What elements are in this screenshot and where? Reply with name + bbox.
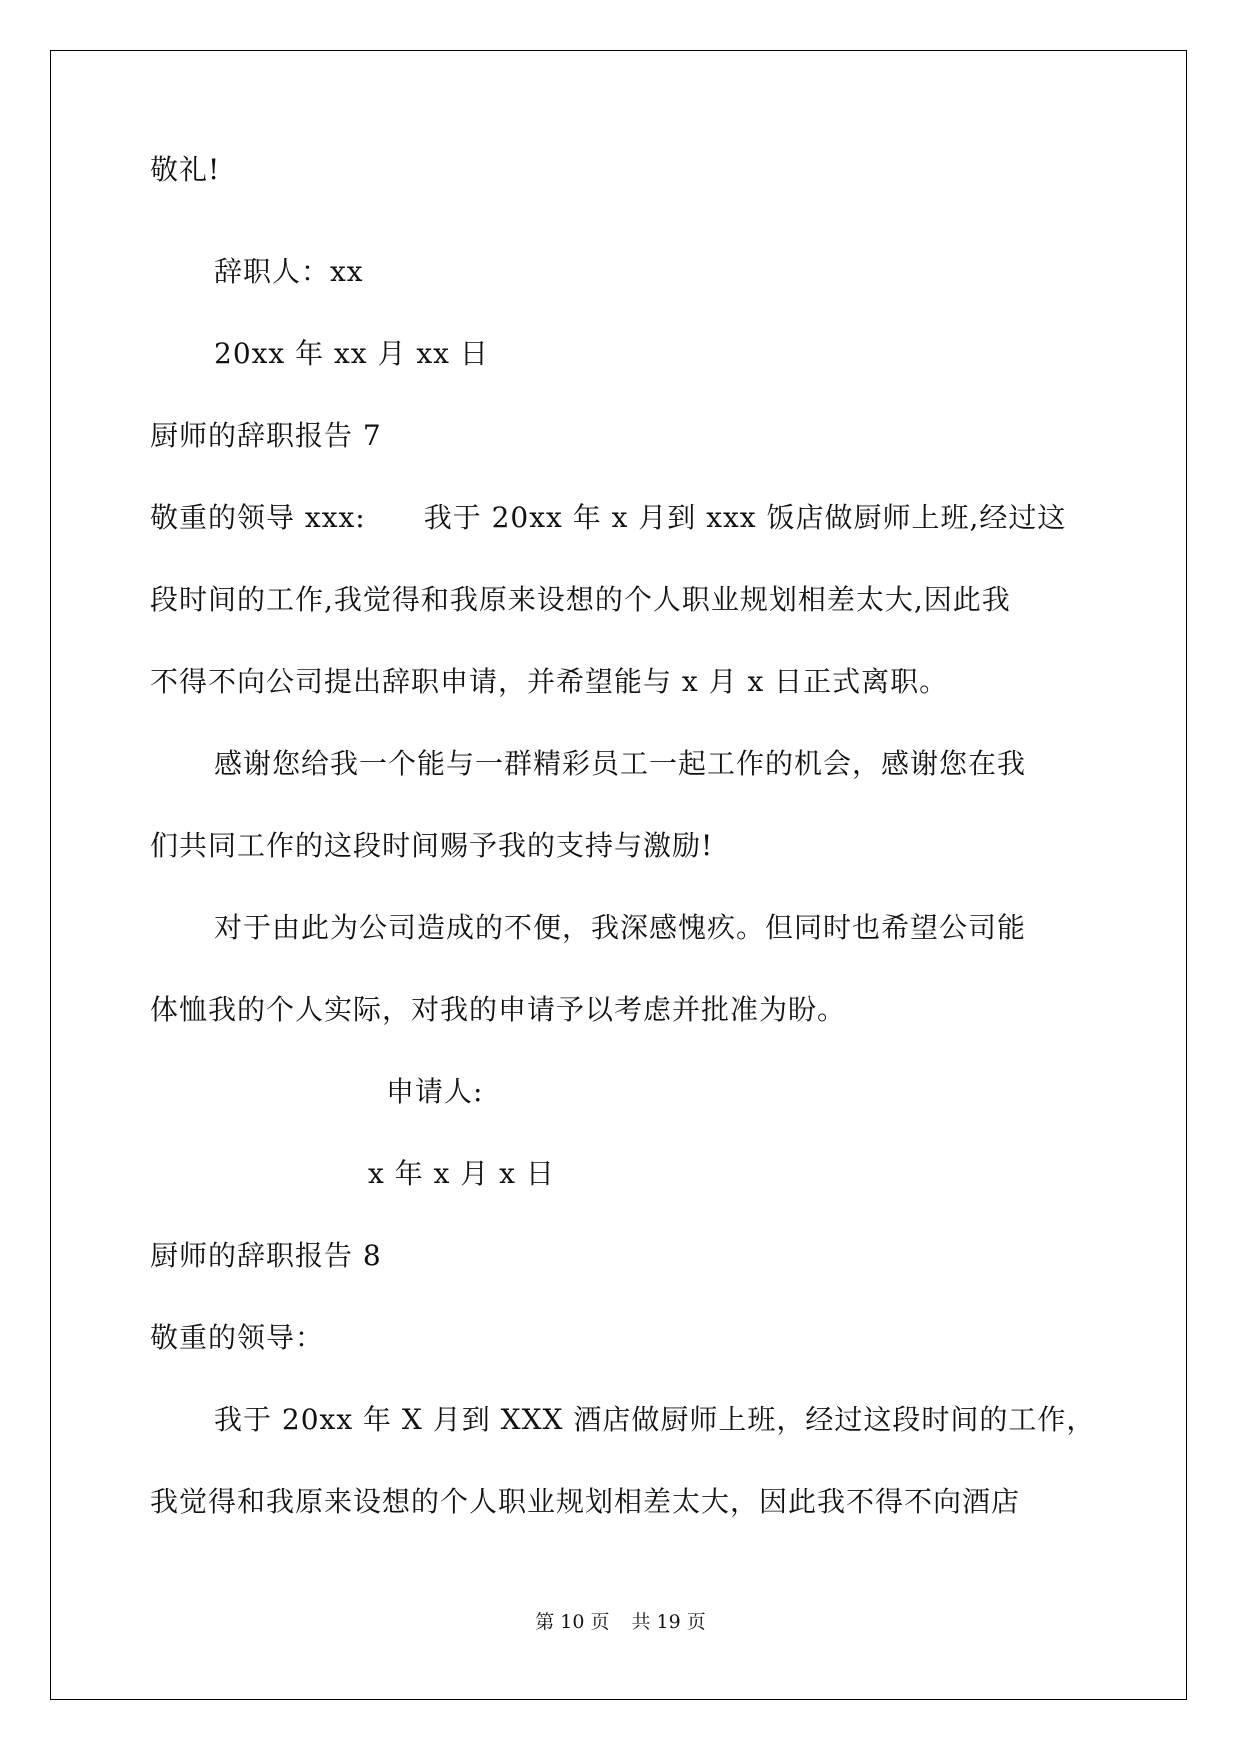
body-text-line: 们共同工作的这段时间赐予我的支持与激励! — [150, 829, 714, 862]
body-text-line: 不得不向公司提出辞职申请，并希望能与 x 月 x 日正式离职。 — [150, 665, 949, 698]
page-border — [50, 50, 1187, 1700]
resigner-name: 辞职人：xx — [214, 255, 364, 288]
body-text-line: 我于 20xx 年 X 月到 XXX 酒店做厨师上班，经过这段时间的工作， — [214, 1403, 1096, 1436]
section-title-8: 厨师的辞职报告 8 — [150, 1239, 382, 1272]
body-text-line: 敬重的领导 xxx: 我于 20xx 年 x 月到 xxx 饭店做厨师上班,经过这 — [150, 501, 1067, 534]
resignation-date: 20xx 年 xx 月 xx 日 — [214, 337, 489, 370]
body-text-line: 对于由此为公司造成的不便，我深感愧疚。但同时也希望公司能 — [214, 911, 1027, 944]
page-number: 第 10 页 — [535, 1611, 610, 1633]
body-text-line: 段时间的工作,我觉得和我原来设想的个人职业规划相差太大,因此我 — [150, 583, 1011, 616]
page-total: 共 19 页 — [631, 1611, 706, 1633]
body-text-line: 体恤我的个人实际，对我的申请予以考虑并批准为盼。 — [150, 993, 847, 1026]
body-text-line: 我觉得和我原来设想的个人职业规划相差太大，因此我不得不向酒店 — [150, 1485, 1021, 1518]
section-title-7: 厨师的辞职报告 7 — [150, 419, 382, 452]
body-text-line: 感谢您给我一个能与一群精彩员工一起工作的机会，感谢您在我 — [214, 747, 1027, 780]
application-date: x 年 x 月 x 日 — [368, 1157, 555, 1190]
applicant-label: 申请人: — [386, 1075, 484, 1108]
salutation: 敬重的领导： — [150, 1321, 325, 1354]
page-footer — [0, 1610, 1241, 1634]
closing-salutation: 敬礼! — [150, 153, 221, 186]
